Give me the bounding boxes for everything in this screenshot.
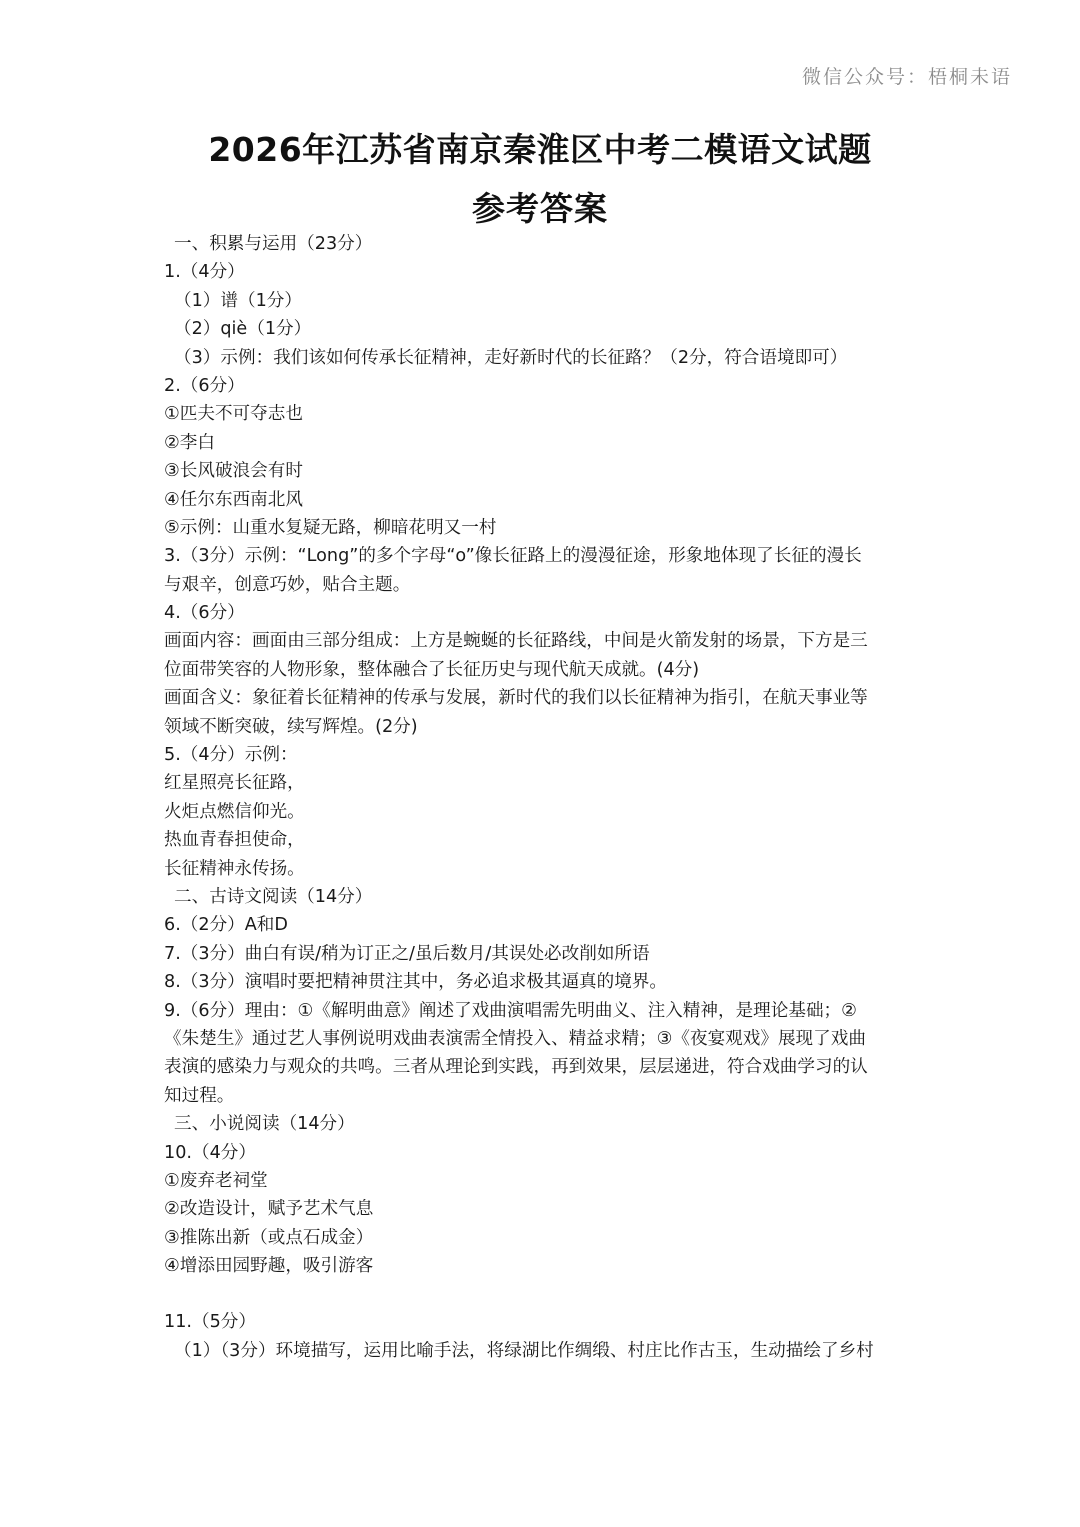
- answer-line: ④增添田园野趣，吸引游客: [164, 1256, 374, 1277]
- answer-line: 二、古诗文阅读（14分）: [174, 886, 373, 907]
- answer-line: 位面带笑容的人物形象，整体融合了长征历史与现代航天成就。(4分): [164, 659, 700, 680]
- answer-line: 表演的感染力与观众的共鸣。三者从理论到实践，再到效果，层层递进，符合戏曲学习的认: [164, 1057, 868, 1078]
- answer-line: 一、积累与运用（23分）: [174, 234, 373, 254]
- answer-line: ②李白: [164, 432, 215, 453]
- answer-line: 6.（2分）A和D: [164, 915, 288, 936]
- answer-line: 红星照亮长征路，: [164, 773, 305, 794]
- answer-line: ①废弃老祠堂: [164, 1170, 268, 1191]
- answer-line: 4.（6分）: [164, 603, 245, 624]
- answer-content: [164, 230, 924, 1365]
- answer-line: 热血青春担使命，: [164, 830, 305, 851]
- page-title: 2026年江苏省南京秦淮区中考二模语文试题: [208, 130, 872, 169]
- answer-line: 长征精神永传扬。: [164, 858, 305, 879]
- watermark: 微信公众号：梧桐未语: [801, 66, 1012, 88]
- answer-line: ②改造设计，赋予艺术气息: [164, 1199, 374, 1220]
- answer-line: ③长风破浪会有时: [164, 461, 303, 482]
- answer-line: ⑤示例：山重水复疑无路，柳暗花明又一村: [164, 517, 497, 538]
- answer-line: 1.（4分）: [164, 262, 245, 283]
- answer-line: 画面含义：象征着长征精神的传承与发展，新时代的我们以长征精神为指引，在航天事业等: [164, 688, 868, 709]
- answer-line: 5.（4分）示例：: [164, 745, 298, 766]
- answer-line: 8.（3分）演唱时要把精神贯注其中，务必追求极其逼真的境界。: [164, 972, 668, 993]
- answer-line: 《朱楚生》通过艺人事例说明戏曲表演需全情投入、精益求精；③《夜宴观戏》展现了戏曲: [164, 1028, 866, 1049]
- answer-line: ①匹夫不可夺志也: [164, 404, 303, 425]
- answer-line: 领域不断突破，续写辉煌。(2分): [164, 716, 418, 737]
- blank-line: [164, 1280, 924, 1308]
- answer-line: 三、小说阅读（14分）: [174, 1114, 355, 1135]
- answer-line: 9.（6分）理由：①《解明曲意》阐述了戏曲演唱需先明曲义、注入精神，是理论基础；②: [164, 1000, 857, 1021]
- answer-line: 火炬点燃信仰光。: [164, 801, 305, 822]
- answer-line: 11.（5分）: [164, 1312, 256, 1333]
- answer-line: 7.（3分）曲白有误/稍为订正之/虽后数月/其误处必改削如所语: [164, 943, 650, 964]
- answer-line: 2.（6分）: [164, 375, 245, 396]
- answer-line: ③推陈出新（或点石成金）: [164, 1227, 374, 1248]
- answer-line: （2）qiè（1分）: [174, 319, 312, 340]
- answer-line: （1）谱（1分）: [174, 290, 302, 311]
- page-subtitle: 参考答案: [472, 189, 608, 228]
- answer-line: （3）示例：我们该如何传承长征精神，走好新时代的长征路？（2分，符合语境即可）: [174, 347, 848, 368]
- answer-line: ④任尔东西南北风: [164, 489, 303, 510]
- answer-line: 与艰辛，创意巧妙，贴合主题。: [164, 574, 411, 595]
- answer-line: 知过程。: [164, 1085, 235, 1106]
- answer-line: 10.（4分）: [164, 1142, 256, 1163]
- answer-line: 画面内容：画面由三部分组成：上方是蜿蜒的长征路线，中间是火箭发射的场景，下方是三: [164, 631, 868, 652]
- answer-line: （1）（3分）环境描写，运用比喻手法，将绿湖比作绸缎、村庄比作古玉，生动描绘了乡村: [174, 1340, 874, 1361]
- answer-line: 3.（3分）示例：“Long”的多个字母“o”像长征路上的漫漫征途，形象地体现了长征的漫长: [164, 546, 862, 567]
